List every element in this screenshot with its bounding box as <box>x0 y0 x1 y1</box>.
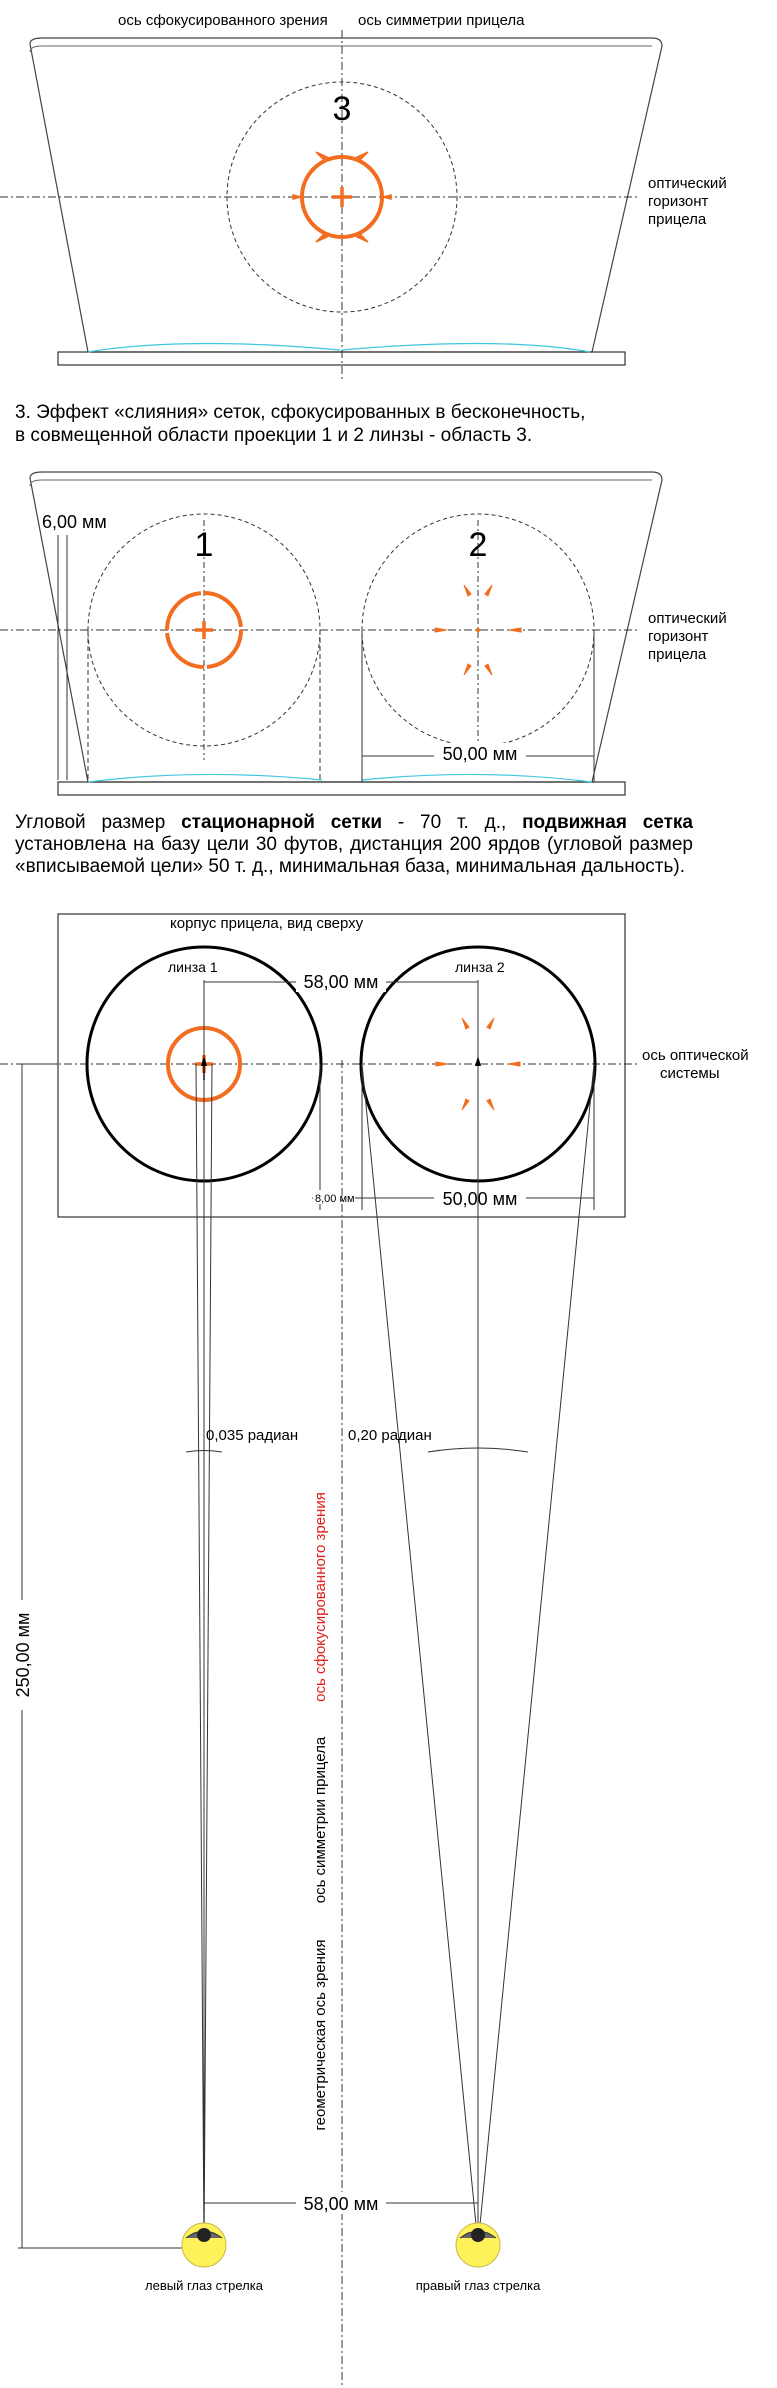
lens-edge-right <box>342 343 590 352</box>
right-eye <box>456 2223 500 2267</box>
lens-edge-left-2 <box>88 774 322 782</box>
geometric-axis-vertical-label: геометрическая ось зрения <box>312 1939 329 2131</box>
section-1-combined-view <box>0 12 727 380</box>
svg-text:прицела: прицела <box>648 211 707 228</box>
eye-dim-label: 58,00 мм <box>303 2194 379 2214</box>
caption-2: Угловой размер стационарной сетки - 70 т. д., подвижная сетка установлена на базу цели 30 футов, дистанция 200 ярдов (угловой размер «вписываемой цели» 50 т. д., минимальная база, минимальная дальность). <box>15 812 693 877</box>
zone-number-1: 1 <box>194 526 214 564</box>
svg-text:оптический: оптический <box>648 610 727 627</box>
symmetry-axis-label: ось симметрии прицела <box>358 12 525 29</box>
lens-edge-right-2 <box>362 774 592 782</box>
right-eye-label: правый глаз стрелка <box>415 2278 541 2293</box>
svg-text:системы: системы <box>660 1065 720 1082</box>
optical-axis-label <box>642 1047 749 1082</box>
lens-2-label: линза 2 <box>455 959 505 975</box>
movable-grid-term: подвижная сетка <box>522 812 693 833</box>
left-eye <box>182 2223 226 2267</box>
small-dim-label: 8,00 мм <box>315 1193 355 1205</box>
horizon-label-2 <box>648 610 727 663</box>
left-eye-line-b <box>196 1064 204 2245</box>
svg-text:прицела: прицела <box>648 646 707 663</box>
caption-1-line-2: в совмещенной области проекции 1 и 2 линзы - область 3. <box>15 425 533 446</box>
svg-text:горизонт: горизонт <box>648 628 709 645</box>
symmetry-axis-vertical-label: ось симметрии прицела <box>312 1736 329 1904</box>
svg-text:горизонт: горизонт <box>648 193 709 210</box>
housing-base-plate-2 <box>58 782 625 795</box>
angle-left-label: 0,035 радиан <box>206 1427 299 1444</box>
caption-1-line-1: 3. Эффект «слияния» сеток, сфокусированных в бесконечность, <box>15 402 586 423</box>
svg-text:оптический: оптический <box>648 175 727 192</box>
lens-1-label: линза 1 <box>168 959 218 975</box>
top-dim-label: 58,00 мм <box>303 972 379 992</box>
housing-outline-2 <box>30 472 662 782</box>
housing-inner-line-2 <box>30 480 652 486</box>
lens-dim-label-3: 50,00 мм <box>442 1189 518 1209</box>
horizon-label-1 <box>648 175 727 228</box>
housing-label: корпус прицела, вид сверху <box>170 915 364 932</box>
housing-outline <box>30 38 662 352</box>
angle-right-label: 0,20 радиан <box>348 1427 432 1444</box>
height-dim-label: 250,00 мм <box>13 1612 33 1698</box>
zone-number-3: 3 <box>332 90 352 128</box>
focused-axis-vertical-label: ось сфокусированного зрения <box>312 1492 329 1702</box>
right-eye-line-a <box>362 1064 478 2245</box>
left-eye-line-c <box>204 1064 212 2245</box>
right-eye-line-b <box>478 1064 594 2245</box>
housing-inner-line <box>30 46 652 52</box>
left-dim-label: 6,00 мм <box>42 512 107 532</box>
left-eye-label: левый глаз стрелка <box>145 2278 263 2293</box>
section-2-separate-view <box>0 472 727 795</box>
zone-number-2: 2 <box>468 526 488 564</box>
stationary-grid-term: стационарной сетки <box>181 812 383 833</box>
svg-text:ось оптической: ось оптической <box>642 1047 749 1064</box>
section-3-top-view <box>0 914 749 2388</box>
lens-edge-left <box>88 343 340 352</box>
lens-dim-label-2: 50,00 мм <box>442 744 518 764</box>
focused-axis-label: ось сфокусированного зрения <box>118 12 328 29</box>
